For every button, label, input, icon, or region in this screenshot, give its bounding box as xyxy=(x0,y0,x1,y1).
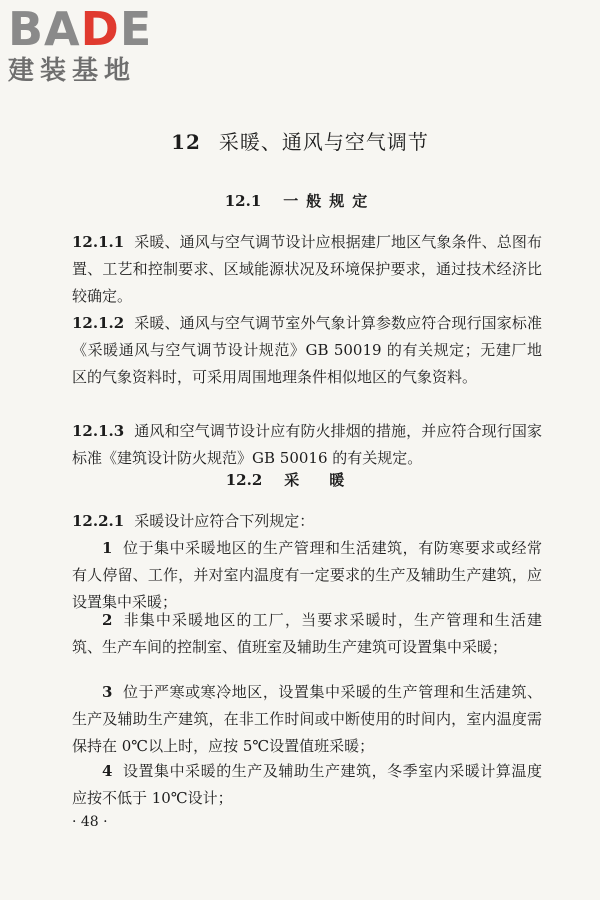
clause-text: 采暖、通风与空气调节室外气象计算参数应符合现行国家标准《采暖通风与空气调节设计规范》GB 50019 的有关规定；无建厂地区的气象资料时，可采用周围地理条件相似地区的气象资料。 xyxy=(72,314,542,386)
chapter-title xyxy=(0,126,600,155)
section-title-text: 一般规定 xyxy=(283,192,376,210)
clause-12-1-1 xyxy=(72,229,542,310)
list-item xyxy=(72,607,542,661)
item-text: 位于严寒或寒冷地区，设置集中采暖的生产管理和生活建筑、生产及辅助生产建筑，在非工作时间或中断使用的时间内，室内温度需保持在 0℃以上时，应按 5℃设置值班采暖； xyxy=(72,683,542,755)
clause-number: 12.1.2 xyxy=(72,314,125,332)
section-title-heating xyxy=(0,469,600,490)
item-number: 2 xyxy=(102,611,113,629)
clause-number: 12.1.3 xyxy=(72,422,125,440)
clause-12-1-3 xyxy=(72,418,542,472)
list-item xyxy=(72,758,542,812)
item-number: 4 xyxy=(102,762,113,780)
item-number: 3 xyxy=(102,683,113,701)
bade-logo xyxy=(8,4,183,86)
page-number: · 48 · xyxy=(72,814,108,830)
chapter-title-text: 采暖、通风与空气调节 xyxy=(218,130,429,154)
logo-subtitle: 建装基地 xyxy=(8,56,137,86)
section-number: 12.2 xyxy=(225,471,263,489)
clause-12-1-2 xyxy=(72,310,542,391)
section-title-text: 采暖 xyxy=(284,471,375,489)
item-text: 设置集中采暖的生产及辅助生产建筑，冬季室内采暖计算温度应按不低于 10℃设计； xyxy=(72,762,542,807)
list-item xyxy=(72,535,542,616)
clause-text: 通风和空气调节设计应有防火排烟的措施，并应符合现行国家标准《建筑设计防火规范》GB 50016 的有关规定。 xyxy=(72,422,542,467)
clause-number: 12.1.1 xyxy=(72,233,125,251)
item-text: 位于集中采暖地区的生产管理和生活建筑，有防寒要求或经常有人停留、工作，并对室内温度有一定要求的生产及辅助生产建筑，应设置集中采暖； xyxy=(72,539,542,611)
logo-wordmark: BADE xyxy=(8,2,153,56)
item-text: 非集中采暖地区的工厂，当要求采暖时，生产管理和生活建筑、生产车间的控制室、值班室及辅助生产建筑可设置集中采暖； xyxy=(72,611,542,656)
item-number: 1 xyxy=(102,539,113,557)
clause-text: 采暖设计应符合下列规定： xyxy=(134,512,315,530)
section-title-general xyxy=(0,190,600,211)
clause-12-2-1 xyxy=(72,508,542,535)
clause-number: 12.2.1 xyxy=(72,512,125,530)
chapter-number: 12 xyxy=(171,130,201,154)
clause-text: 采暖、通风与空气调节设计应根据建厂地区气象条件、总图布置、工艺和控制要求、区域能源状况及环境保护要求，通过技术经济比较确定。 xyxy=(72,233,542,305)
list-item xyxy=(72,679,542,760)
section-number: 12.1 xyxy=(224,192,262,210)
